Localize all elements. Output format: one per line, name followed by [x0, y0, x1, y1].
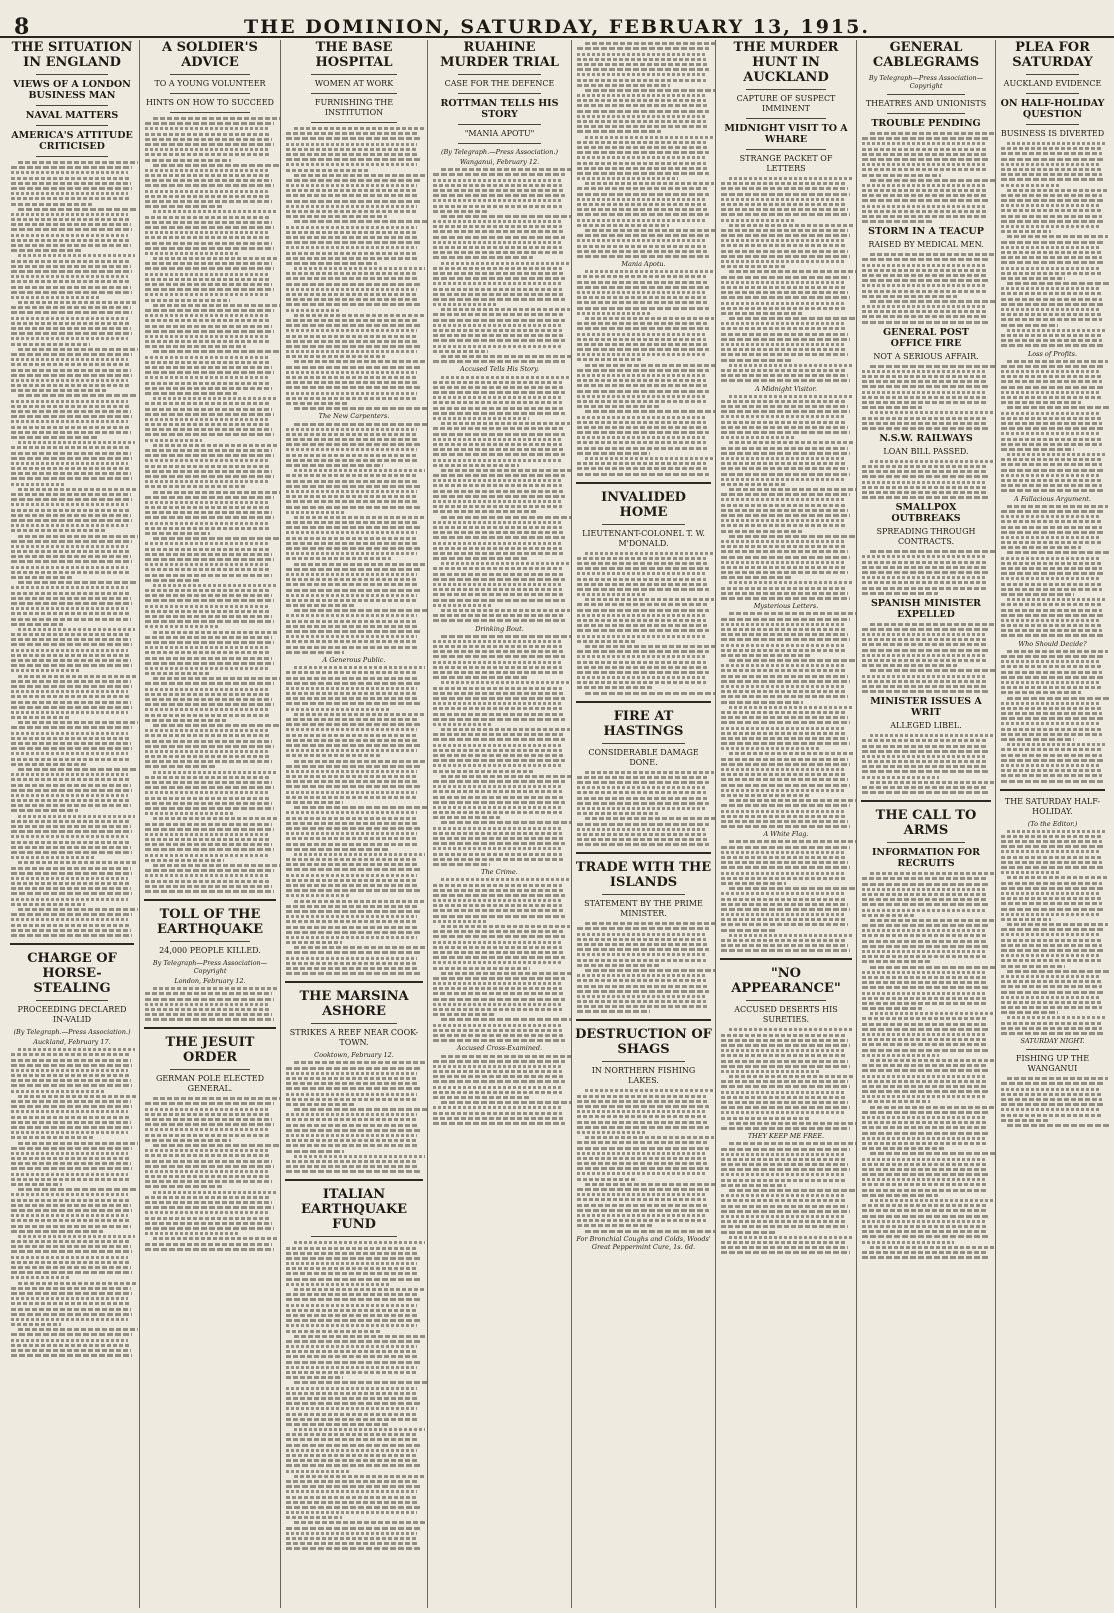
article-body	[428, 635, 571, 866]
headline-situation-england: THE SITUATION IN ENGLAND	[11, 40, 133, 70]
article-body	[857, 460, 995, 499]
headline-soldiers-advice: A SOLDIER'S ADVICE	[162, 40, 258, 70]
column-soldiers-advice	[139, 40, 280, 1608]
byline: By Telegraph—Press Association—Copyright	[152, 958, 268, 975]
dateline: Auckland, February 17.	[33, 1037, 111, 1046]
headline-horse-stealing: CHARGE OF HORSE-STEALING	[27, 950, 117, 996]
subhead: "MANIA APOTU"	[464, 129, 535, 138]
subhead: 24,000 PEOPLE KILLED.	[159, 945, 261, 955]
byline: (By Telegraph.—Press Association.)	[13, 1027, 131, 1036]
article-body	[572, 270, 715, 475]
subhead: HINTS ON HOW TO SUCCEED	[146, 98, 274, 107]
section-subhead: Drinking Bout.	[475, 624, 524, 633]
headline-marsina-ashore: THE MARSINA ASHORE	[299, 989, 409, 1020]
subhead: CAPTURE OF SUSPECT IMMINENT	[736, 94, 836, 113]
section-subhead: THEY KEEP ME FREE.	[747, 1132, 825, 1141]
subhead: N.S.W. RAILWAYS	[879, 432, 973, 444]
byline: (By Telegraph.—Press Association.)	[440, 148, 559, 156]
column-base-hospital	[280, 40, 427, 1608]
section-subhead: A White Flag.	[763, 830, 809, 839]
subhead: SMALLPOX OUTBREAKS	[891, 502, 961, 525]
article-body	[281, 423, 427, 654]
dateline: Cooktown, February 12.	[314, 1051, 394, 1060]
subhead: TROUBLE PENDING	[871, 118, 981, 129]
column-trial-continued	[571, 40, 715, 1608]
article-body	[716, 395, 856, 600]
dateline: Wanganui, February 12.	[459, 158, 540, 166]
article-body	[716, 1142, 856, 1254]
article-body	[6, 161, 138, 937]
article-body	[140, 1097, 280, 1250]
article-body	[428, 878, 571, 1042]
subhead: NOT A SERIOUS AFFAIR.	[873, 351, 979, 361]
article-body	[857, 734, 995, 794]
subhead: LIEUTENANT-COLONEL T. W. M'DONALD.	[582, 528, 705, 548]
subhead: SPANISH MINISTER EXPELLED	[870, 597, 982, 620]
headline-ruahine-trial: RUAHINE MURDER TRIAL	[440, 40, 559, 70]
subhead: MINISTER ISSUES A WRIT	[870, 696, 982, 719]
subhead: AMERICA'S ATTITUDE CRITICISED	[11, 130, 133, 152]
subhead: MIDNIGHT VISIT TO A WHARE	[724, 123, 848, 145]
subhead: IN NORTHERN FISHING LAKES.	[591, 1066, 696, 1086]
article-body	[428, 376, 571, 623]
subhead: ON HALF-HOLIDAY QUESTION	[1000, 98, 1105, 120]
article-body	[996, 1077, 1109, 1127]
headline-base-hospital: THE BASE HOSPITAL	[315, 40, 393, 70]
headline-no-appearance: "NO APPEARANCE"	[731, 966, 841, 997]
advertisement: For Bronchial Coughs and Colds, Woods' Great Peppermint Cure, 1s. 6d.	[576, 1234, 711, 1251]
subhead: THEATRES AND UNIONISTS	[865, 99, 987, 108]
dateline: London, February 12.	[174, 976, 246, 985]
article-body	[6, 1048, 138, 1357]
article-body	[716, 840, 856, 952]
subhead: STRANGE PACKET OF LETTERS	[739, 154, 833, 173]
page-number: 8	[14, 14, 30, 40]
article-body	[572, 771, 715, 847]
subhead: GENERAL POST OFFICE FIRE	[883, 326, 969, 349]
article-body	[996, 650, 1109, 783]
masthead	[0, 6, 1114, 38]
headline-destruction-shags: DESTRUCTION OF SHAGS	[575, 1027, 712, 1058]
subhead: BUSINESS IS DIVERTED	[1000, 129, 1105, 138]
subhead: WOMEN AT WORK	[314, 79, 394, 88]
headline-earthquake-fund: ITALIAN EARTHQUAKE FUND	[300, 1187, 408, 1233]
article-body	[857, 623, 995, 693]
article-body	[572, 1089, 715, 1232]
article-body	[428, 168, 571, 363]
section-subhead: Accused Cross-Examined.	[456, 1044, 543, 1053]
subhead: STATEMENT BY THE PRIME MINISTER.	[584, 899, 703, 919]
article-body	[996, 142, 1109, 347]
article-body	[572, 552, 715, 695]
headline-invalided-home: INVALIDED HOME	[601, 489, 686, 520]
subhead: NAVAL MATTERS	[25, 110, 119, 121]
article-body	[281, 1061, 427, 1173]
signature: SATURDAY NIGHT.	[1020, 1037, 1085, 1046]
subhead: RAISED BY MEDICAL MEN.	[868, 240, 984, 250]
section-subhead: The Crime.	[481, 868, 518, 877]
article-body	[140, 987, 280, 1021]
article-body	[428, 1055, 571, 1125]
article-body	[281, 1241, 427, 1550]
subhead: CASE FOR THE DEFENCE	[444, 79, 555, 88]
subhead: GERMAN POLE ELECTED GENERAL.	[155, 1074, 265, 1094]
section-subhead: Loss of Profits.	[1027, 349, 1078, 358]
headline-fire-hastings: FIRE AT HASTINGS	[603, 708, 684, 739]
article-body	[716, 1028, 856, 1130]
subhead: LOAN BILL PASSED.	[883, 446, 969, 456]
section-subhead: The New Carpenters.	[318, 412, 390, 421]
headline-murder-hunt: THE MURDER HUNT IN AUCKLAND	[733, 40, 839, 85]
section-subhead: Accused Tells His Story.	[460, 365, 539, 374]
subhead: ROTTMAN TELLS HIS STORY	[440, 98, 559, 120]
article-body	[857, 253, 995, 323]
subhead: FURNISHING THE INSTITUTION	[314, 98, 394, 117]
section-subhead: (To the Editor.)	[1027, 819, 1078, 828]
masthead-title: THE DOMINION, SATURDAY, FEBRUARY 13, 1915.	[244, 16, 870, 38]
article-body	[281, 127, 427, 410]
article-body	[857, 132, 995, 223]
article-body	[996, 505, 1109, 638]
headline-fishing-wanganui: FISHING UP THE WANGANUI	[1015, 1054, 1090, 1074]
subhead: ALLEGED LIBEL.	[890, 721, 962, 731]
article-body	[572, 922, 715, 1013]
article-body	[996, 830, 1109, 1035]
article-body	[857, 365, 995, 430]
subhead: ACCUSED DESERTS HIS SURETIES.	[734, 1005, 838, 1025]
subhead: PROCEEDING DECLARED IN-VALID	[17, 1004, 127, 1024]
section-subhead: Who Should Decide?	[1018, 639, 1087, 648]
article-body	[572, 42, 715, 258]
section-subhead: Mania Apotu.	[621, 260, 666, 269]
article-body	[857, 550, 995, 595]
article-body	[716, 177, 856, 382]
headline-earthquake-toll: TOLL OF THE EARTHQUAKE	[156, 906, 264, 937]
section-subhead: Mysterious Letters.	[753, 602, 819, 611]
subhead: TO A YOUNG VOLUNTEER	[154, 79, 266, 88]
headline-saturday-half-holiday: THE SATURDAY HALF-HOLIDAY.	[1004, 796, 1101, 816]
subhead: CONSIDERABLE DAMAGE DONE.	[588, 747, 699, 767]
headline-plea-saturday: PLEA FOR SATURDAY	[1012, 40, 1093, 70]
column-situation-england	[6, 40, 138, 1608]
section-subhead: A Midnight Visitor.	[754, 384, 817, 393]
section-subhead: A Generous Public.	[322, 655, 386, 664]
subhead: STRIKES A REEF NEAR COOK-TOWN.	[289, 1028, 419, 1048]
column-murder-hunt	[715, 40, 856, 1608]
section-subhead: A Fallacious Argument.	[1014, 494, 1091, 503]
column-ruahine-trial	[427, 40, 571, 1608]
article-body	[716, 612, 856, 828]
headline-general-cablegrams: GENERAL CABLEGRAMS	[872, 40, 980, 70]
article-body	[996, 360, 1109, 493]
subhead: AUCKLAND EVIDENCE	[1003, 79, 1102, 88]
byline: By Telegraph—Press Association—Copyright	[868, 74, 984, 90]
headline-trade-islands: TRADE WITH THE ISLANDS	[575, 860, 712, 891]
article-body	[281, 666, 427, 975]
subhead: VIEWS OF A LONDON BUSINESS MAN	[13, 79, 131, 101]
column-plea-saturday	[995, 40, 1109, 1608]
subhead: INFORMATION FOR RECRUITS	[871, 847, 981, 870]
headline-call-to-arms: THE CALL TO ARMS	[875, 808, 977, 839]
headline-jesuit-order: THE JESUIT ORDER	[165, 1035, 255, 1066]
subhead: STORM IN A TEACUP	[868, 226, 984, 238]
subhead: SPREADING THROUGH CONTRACTS.	[876, 527, 976, 547]
column-cablegrams	[856, 40, 995, 1608]
article-body	[140, 117, 280, 893]
article-body	[857, 872, 995, 1259]
